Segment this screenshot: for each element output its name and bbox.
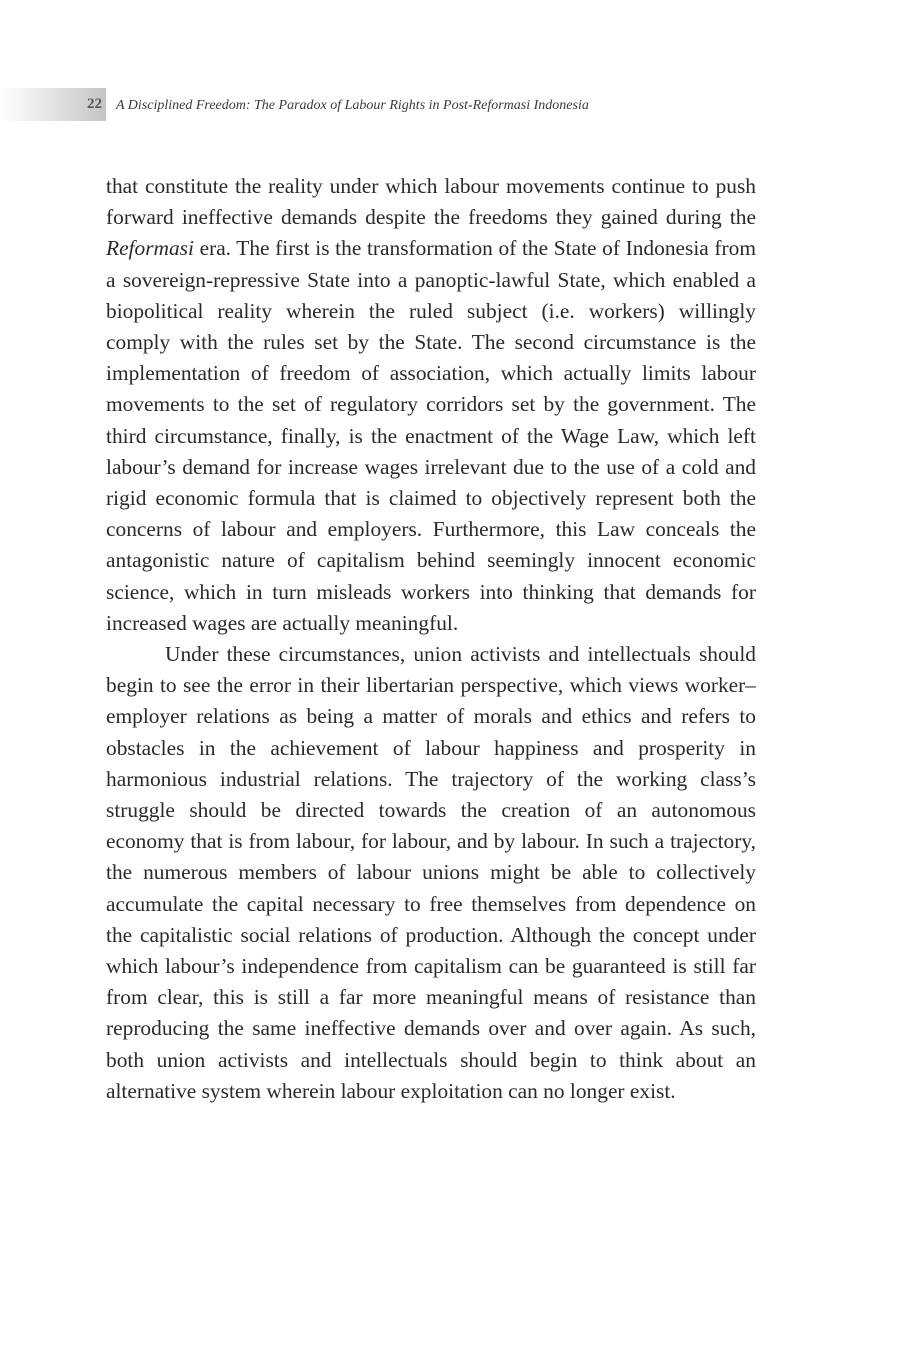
paragraph-1-text-end: era. The first is the transformation of the State of Indonesia from a sovereign-repressive State into a panoptic-lawful State, which enabled a biopolitical reality wherein the ruled subject (i.e. workers) willingly comply with the rules set by the State. The second circumstance is the implementation of freedom of association, which actually limits labour movements to the set of regulatory corridors set by the government. The third circumstance, finally, is the enactment of the Wage Law, which left labour’s demand for increase wages irrelevant due to the use of a cold and rigid economic formula that is claimed to objectively represent both the concerns of labour and employers. Furthermore, this Law conceals the antagonistic nature of capitalism behind seemingly innocent economic science, which in turn misleads workers into thinking that demands for increased wages are actually meaningful. xyxy=(106,236,756,635)
paragraph-2: Under these circumstances, union activists and intellectuals should begin to see the error in their libertarian perspective, which views worker–employer relations as being a matter of morals and ethics and refers to obstacles in the achievement of labour happiness and prosperity in harmonious industrial relations. The trajectory of the working class’s struggle should be directed towards the creation of an autonomous economy that is from labour, for labour, and by labour. In such a trajectory, the numerous members of labour unions might be able to collectively accumulate the capital necessary to free themselves from dependence on the capitalistic social relations of production. Although the concept under which labour’s independence from capitalism can be guaranteed is still far from clear, this is still a far more meaningful means of resistance than reproducing the same ineffective demands over and over again. As such, both union activists and intellectuals should begin to think about an alternative system wherein labour exploitation can no longer exist. xyxy=(106,642,756,1103)
paragraph-1 xyxy=(106,171,756,639)
page-number: 22 xyxy=(87,96,102,112)
paragraph-1-text-start: that constitute the reality under which labour movements continue to push forward ineffective demands despite the freedoms they gained during the xyxy=(106,174,756,230)
body-text xyxy=(106,171,756,1107)
paragraph-1-emphasis: Reformasi xyxy=(106,236,194,261)
running-head: A Disciplined Freedom: The Paradox of Labour Rights in Post-Reformasi Indonesia xyxy=(116,98,589,113)
